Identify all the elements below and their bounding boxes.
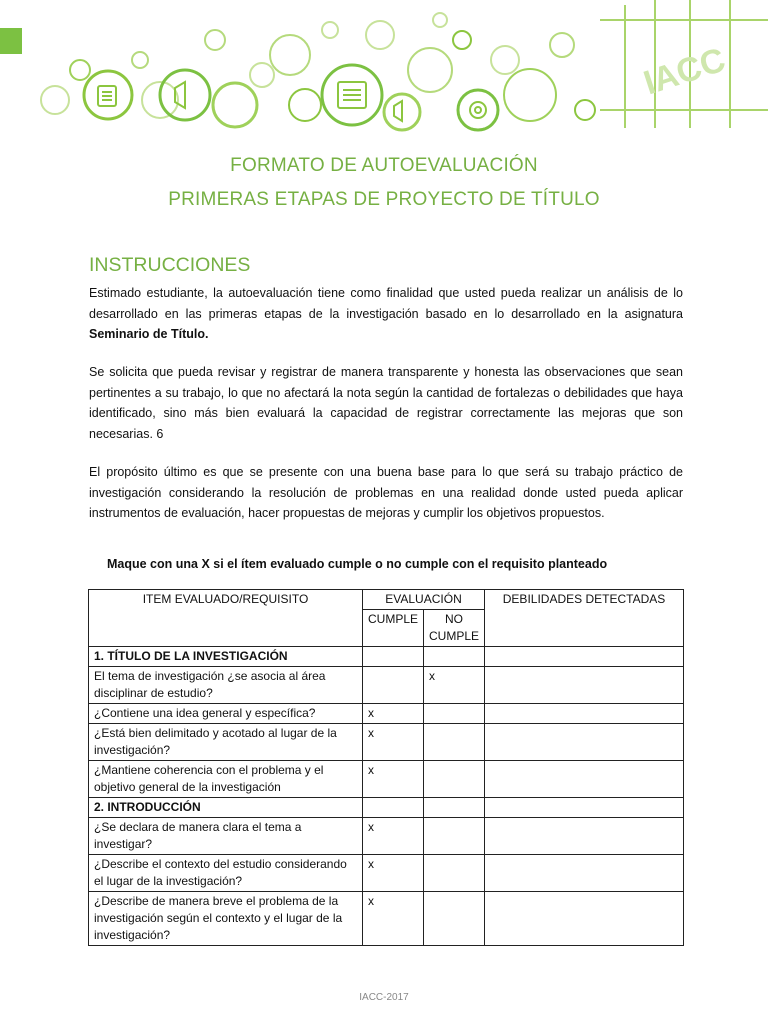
table-section-row <box>89 647 684 667</box>
item-cell: ¿Contiene una idea general y específica? <box>89 704 363 724</box>
brand-watermark <box>639 41 730 103</box>
debilidades-cell <box>485 892 684 946</box>
item-cell: El tema de investigación ¿se asocia al área disciplinar de estudio? <box>89 667 363 704</box>
debilidades-cell <box>485 855 684 892</box>
item-cell: ¿Describe de manera breve el problema de la investigación según el contexto y el lugar de la investigación? <box>89 892 363 946</box>
debilidades-cell <box>485 798 684 818</box>
header-evaluacion: EVALUACIÓN <box>363 590 485 610</box>
item-cell: ¿Se declara de manera clara el tema a investigar? <box>89 818 363 855</box>
document-title: FORMATO DE AUTOEVALUACIÓN <box>230 155 538 176</box>
paragraph-1-text: Estimado estudiante, la autoevaluación tiene como finalidad que usted pueda realizar un análisis de lo desarrollado en las primeras etapas de la investigación basado en lo desarrollado en la asignatura <box>89 286 683 321</box>
header-debilidades: DEBILIDADES DETECTADAS <box>485 590 684 647</box>
table-section-row <box>89 798 684 818</box>
footer-text: IACC-2017 <box>359 992 409 1003</box>
item-cell: ¿Mantiene coherencia con el problema y el objetivo general de la investigación <box>89 761 363 798</box>
table-instruction: Maque con una X si el ítem evaluado cumple o no cumple con el requisito planteado <box>107 557 608 571</box>
no-cumple-cell <box>424 704 485 724</box>
document-subtitle: PRIMERAS ETAPAS DE PROYECTO DE TÍTULO <box>168 189 600 210</box>
no-cumple-cell <box>424 818 485 855</box>
debilidades-cell <box>485 647 684 667</box>
table-row <box>89 818 684 855</box>
no-cumple-cell <box>424 855 485 892</box>
cumple-cell: x <box>363 855 424 892</box>
no-cumple-cell <box>424 724 485 761</box>
debilidades-cell <box>485 761 684 798</box>
paragraph-1-bold: Seminario de Título. <box>89 327 209 341</box>
evaluation-table <box>88 589 684 946</box>
table-row <box>89 855 684 892</box>
debilidades-cell <box>485 724 684 761</box>
table-row <box>89 761 684 798</box>
no-cumple-cell <box>424 892 485 946</box>
cumple-cell: x <box>363 724 424 761</box>
debilidades-cell <box>485 818 684 855</box>
item-cell: ¿Está bien delimitado y acotado al lugar de la investigación? <box>89 724 363 761</box>
svg-text:IACC: IACC <box>639 40 730 103</box>
table-body <box>89 647 684 946</box>
header-no-cumple: NO CUMPLE <box>424 610 485 647</box>
cumple-cell: x <box>363 818 424 855</box>
table-row <box>89 892 684 946</box>
accent-square <box>0 28 22 54</box>
header-cumple: CUMPLE <box>363 610 424 647</box>
cumple-cell <box>363 667 424 704</box>
item-cell: ¿Describe el contexto del estudio considerando el lugar de la investigación? <box>89 855 363 892</box>
no-cumple-cell <box>424 647 485 667</box>
instructions-paragraph-3: El propósito último es que se presente con una buena base para lo que será su trabajo práctico de investigación considerando la resolución de problemas en una realidad donde usted pueda aplicar instrumentos de evaluación, hacer propuestas de mejoras y cumplir los objetivos propuestos. <box>89 465 683 520</box>
cumple-cell <box>363 647 424 667</box>
no-cumple-cell <box>424 798 485 818</box>
no-cumple-cell <box>424 761 485 798</box>
instructions-heading: INSTRUCCIONES <box>89 254 251 276</box>
table-row <box>89 667 684 704</box>
debilidades-cell <box>485 704 684 724</box>
item-cell: 1. TÍTULO DE LA INVESTIGACIÓN <box>89 647 363 667</box>
debilidades-cell <box>485 667 684 704</box>
no-cumple-cell: x <box>424 667 485 704</box>
cumple-cell <box>363 798 424 818</box>
table-row <box>89 704 684 724</box>
item-cell: 2. INTRODUCCIÓN <box>89 798 363 818</box>
cumple-cell: x <box>363 761 424 798</box>
cumple-cell: x <box>363 892 424 946</box>
header-banner <box>0 0 768 135</box>
instructions-paragraph-1 <box>89 283 683 345</box>
table-row <box>89 724 684 761</box>
header-item: ITEM EVALUADO/REQUISITO <box>89 590 363 647</box>
cumple-cell: x <box>363 704 424 724</box>
instructions-paragraph-2: Se solicita que pueda revisar y registrar de manera transparente y honesta las observaciones que sean pertinentes a su trabajo, lo que no afectará la nota según la cantidad de fortalezas o debilidades que haya identificado, sino más bien evaluará la capacidad de registrar correctamente las mejoras que son necesarias. 6 <box>89 365 683 441</box>
